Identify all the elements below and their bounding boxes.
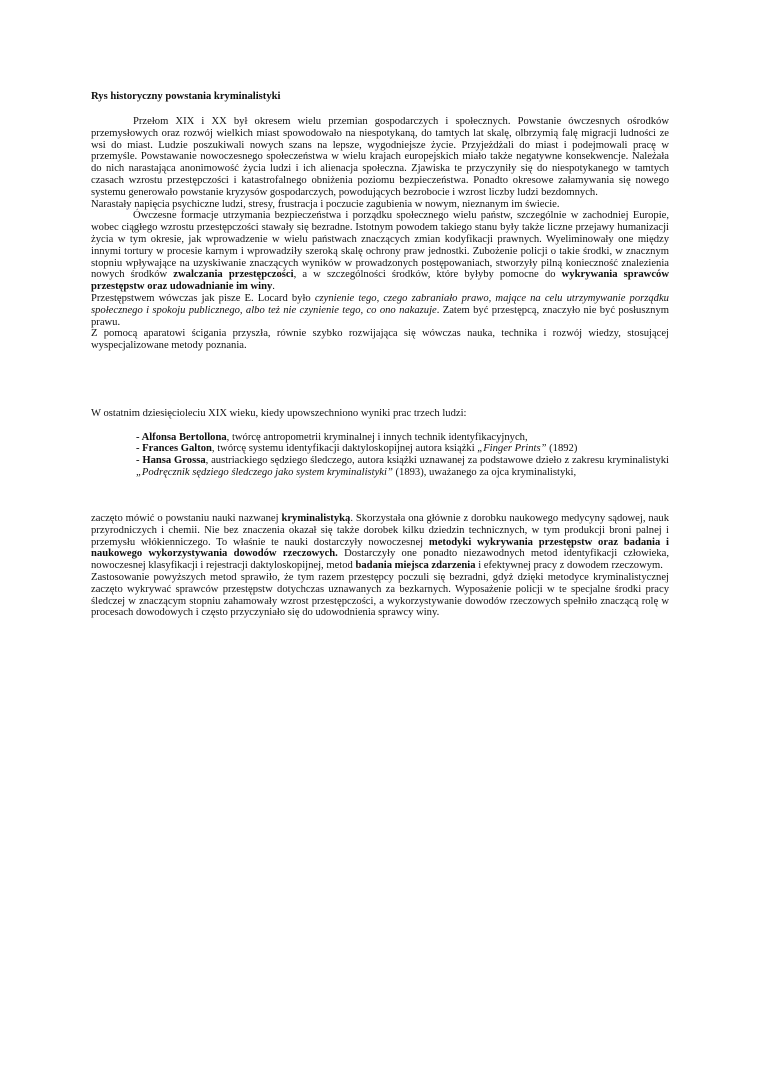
list-item-name: - Hansa Grossa <box>136 455 206 467</box>
paragraph-4 <box>91 293 669 328</box>
list-item-book: „Podręcznik sędziego śledczego jako system kryminalistyki” <box>136 466 393 478</box>
paragraph-6-bold-3: badania miejsca zdarzenia <box>355 560 476 572</box>
paragraph-4-start: Przestępstwem wówczas jak pisze E. Locard było <box>91 292 315 304</box>
list-item <box>136 443 669 455</box>
paragraph-6-mid-2: Dostarczyły one ponadto niezawodnych metod identyfikacji człowieka, nowoczesnej klasyfikacji i rejestracji daktyloskopijnej, metod <box>91 548 670 572</box>
paragraph-6-end: i efektywnej pracy z dowodem rzeczowym. <box>475 560 663 572</box>
body-section-2 <box>91 408 669 479</box>
paragraph-3-text: Ówczesne formacje utrzymania bezpieczeństwa i porządku społecznego wielu państw, szczególnie w zachodniej Europie, wobec ciągłego wzrostu przestępczości stawały się bezradne. Istotnym powodem takiego stanu były także liczne przejawy humanizacji życia w tym okresie, jak wprowadzenie w wielu państwach znaczących zmian kodyfikacji prawnych. Wyeliminowały one między innymi tortury w procesie karnym i wprowadziły szeroką skalę ochrony praw jednostki. Zubożenie policji o takie środki, w znacznym stopniu wpływające na uzyskiwanie znaczących wyników w prowadzonych postępowaniach, stworzyły pilną konieczność znalezienia nowych środków <box>91 210 669 281</box>
intro-line: W ostatnim dziesięcioleciu XIX wieku, kiedy upowszechniono wyniki prac trzech ludzi: <box>91 408 467 419</box>
paragraph-6-bold-2: metodyki wykrywania przestępstw oraz badania i naukowego wykorzystywania dowodów rzeczowych. <box>91 536 669 560</box>
paragraph-7: Zastosowanie powyższych metod sprawiło, że tym razem przestępcy poczuli się bezradni, gdyż dzięki metodyce kryminalistycznej zaczęto wykrywać sprawców przestępstw dotychczas uznawanych za bezkarnych. Wyposażenie policji w te specjalne środki pracy śledczej w znaczącym stopniu zahamowały wzrost przestępczości, a wykorzystywanie dowodów rzeczowych spełniło znaczącą rolę w procesach dowodowych i często przyczyniało się do udowodnienia sprawcy winy. <box>91 571 669 619</box>
list-item <box>136 432 669 444</box>
paragraph-4-quote: czynienie tego, czego zabraniało prawo, mające na celu utrzymywanie porządku społecznego i spokoju publicznego, albo też nie czynienie tego, co ono nakazuje <box>91 292 669 316</box>
list-item-after: (1893), uważanego za ojca kryminalistyki, <box>392 466 577 478</box>
paragraph-6-mid-1: . Skorzystała ona głównie z dorobku naukowego medycyny sądowej, nauk przyrodniczych i chemii. Nie bez znaczenia okazał się także dorobek kilku dziedzin technicznych, w tym produkcji broni palnej i przemysłu włókienniczego. To właśnie te nauki dostarczyły nowoczesnej <box>91 513 669 548</box>
list-item-after: (1892) <box>546 443 578 455</box>
paragraph-3-bold-1: zwalczania przestępczości <box>173 269 294 281</box>
paragraph-6-start: zaczęto mówić o powstaniu nauki nazwanej <box>91 513 282 524</box>
list-item <box>136 455 669 479</box>
list-item-book: „Finger Prints” <box>477 443 547 455</box>
paragraph-3 <box>91 210 669 293</box>
paragraph-5: Z pomocą aparatowi ścigania przyszła, równie szybko rozwijająca się wówczas nauka, technika i rozwój wiedzy, stosującej wyspecjalizowane metody poznania. <box>91 328 669 352</box>
list-item-name: - Alfonsa Bertollona <box>136 431 227 443</box>
paragraph-3-mid: , a w szczególności środków, które byłyby pomocne do <box>293 269 562 281</box>
list-item-text: , twórcę systemu identyfikacji daktyloskopijnej autora książki <box>211 443 478 455</box>
paragraph-6-bold-1: kryminalistyką <box>281 513 351 524</box>
people-list <box>136 432 669 479</box>
list-item-name: - Frances Galton <box>136 443 212 455</box>
paragraph-3-bold-2: wykrywania sprawców przestępstw oraz udowadnianie im winy <box>91 269 669 293</box>
list-item-text: , twórcę antropometrii kryminalnej i innych technik identyfikacyjnych, <box>226 431 528 443</box>
paragraph-1: Przełom XIX i XX był okresem wielu przemian gospodarczych i społecznych. Powstanie ówczesnych ośrodków przemysłowych oraz rozwój wielkich miast spowodowało na niespotykaną, do tamtych lat skalę, olbrzymią falę migracji ludności ze wsi do miast. Ludzie poszukiwali nowych szans na lepsze, wygodniejsze życie. Przyjeżdżali do miast i podejmowali pracę w przemyśle. Powstawanie nowoczesnego społeczeństwa w wielu krajach europejskich miało także negatywne konsekwencje. Należała do nich narastająca anonimowość życia ludzi i ich alienacja społeczna. Zjawiska te przyczyniły się do niespotykanego w tamtych czasach wzrostu przestępczości i katastrofalnego obniżenia poziomu bezpieczeństwa. Ponadto okresowe załamywania się nowego systemu generowało powstanie kryzysów gospodarczych, powodujących bezrobocie i wzrost liczby ludzi bezdomnych. <box>91 116 669 198</box>
paragraph-6 <box>91 513 669 572</box>
body-section-3 <box>91 513 669 619</box>
paragraph-4-end: . Zatem być przestępcą, znaczyło nie być posłusznym prawu. <box>91 304 670 328</box>
paragraph-2: Narastały napięcia psychiczne ludzi, stresy, frustracja i poczucie zagubienia w nowym, nieznanym im świecie. <box>91 198 560 210</box>
paragraph-3-end: . <box>272 281 275 293</box>
list-item-text: , austriackiego sędziego śledczego, autora książki uznawanej za podstawowe dzieło z zakresu kryminalistyki <box>205 455 669 467</box>
body-section-1 <box>91 116 669 352</box>
document-title: Rys historyczny powstania kryminalistyki <box>91 91 281 102</box>
